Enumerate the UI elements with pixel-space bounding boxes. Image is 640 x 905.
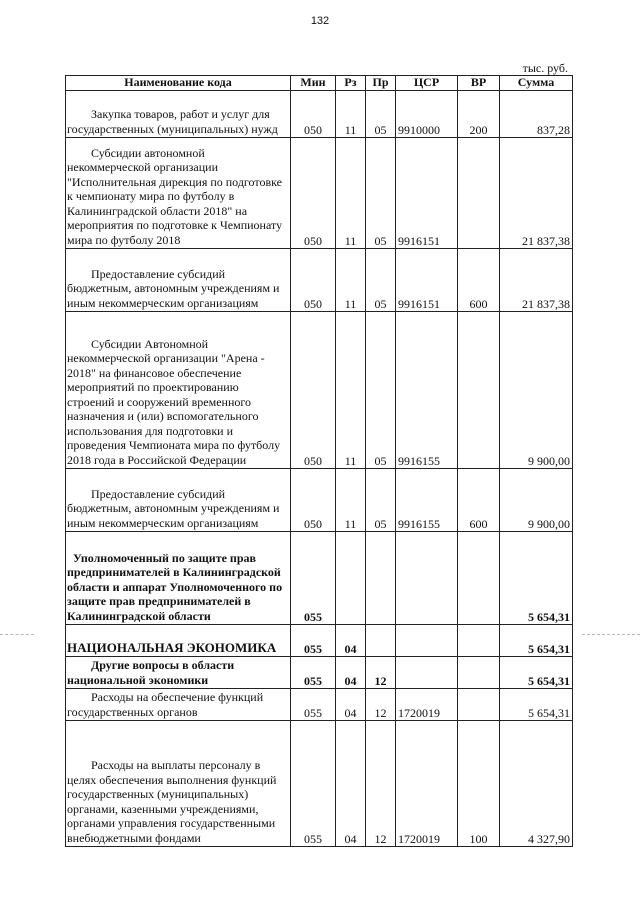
table-row <box>66 625 573 657</box>
page-number: 132 <box>310 15 330 27</box>
row-min: 055 <box>291 721 336 847</box>
row-rz: 11 <box>336 91 366 138</box>
row-vr: 600 <box>458 249 500 312</box>
row-pr: 12 <box>366 657 396 689</box>
header-vr: ВР <box>458 76 500 91</box>
table-row <box>66 532 573 625</box>
row-name-cell <box>66 721 291 847</box>
header-name: Наименование кода <box>66 76 291 91</box>
row-name-cell <box>66 657 291 689</box>
table-row <box>66 312 573 469</box>
row-name: Уполномоченный по защите прав предпринимателей в Калининградской области и аппарат Уполномоченного по защите прав предпринимателей в Калининградской области <box>67 550 283 623</box>
row-pr: 12 <box>366 721 396 847</box>
row-name-cell <box>66 689 291 721</box>
row-sum: 21 837,38 <box>500 138 573 249</box>
row-vr: 600 <box>458 469 500 532</box>
scan-fold-line-right <box>582 634 640 635</box>
row-min: 055 <box>291 689 336 721</box>
row-min: 055 <box>291 625 336 657</box>
row-vr <box>458 625 500 657</box>
scan-fold-line-left <box>0 634 34 635</box>
row-pr <box>366 625 396 657</box>
row-vr <box>458 138 500 249</box>
row-csr <box>396 657 458 689</box>
row-name-cell <box>66 138 291 249</box>
row-rz: 04 <box>336 625 366 657</box>
row-min: 050 <box>291 249 336 312</box>
row-sum: 21 837,38 <box>500 249 573 312</box>
row-pr: 05 <box>366 91 396 138</box>
table-row <box>66 657 573 689</box>
units-label: тыс. руб. <box>522 61 568 75</box>
table-row <box>66 249 573 312</box>
row-rz: 04 <box>336 721 366 847</box>
row-name: Субсидии Автономной некоммерческой организации "Арена - 2018" на финансовое обеспечение мероприятий по проектированию строений и сооружений временного назначения и (или) вспомогательного использования для подготовки и проведения Чемпионата мира по футболу 2018 года в Российской Федерации <box>67 336 281 467</box>
row-name-cell <box>66 91 291 138</box>
row-min: 050 <box>291 312 336 469</box>
row-name-cell <box>66 469 291 532</box>
row-sum: 5 654,31 <box>500 625 573 657</box>
row-sum: 837,28 <box>500 91 573 138</box>
table-row <box>66 91 573 138</box>
row-rz <box>336 532 366 625</box>
row-csr: 9910000 <box>396 91 458 138</box>
row-sum: 9 900,00 <box>500 469 573 532</box>
row-sum: 5 654,31 <box>500 532 573 625</box>
row-name-cell <box>66 625 291 657</box>
row-name-cell <box>66 312 291 469</box>
table-row <box>66 138 573 249</box>
row-min: 055 <box>291 532 336 625</box>
row-name: Закупка товаров, работ и услуг для государственных (муниципальных) нужд <box>67 107 278 136</box>
row-name: Расходы на выплаты персоналу в целях обеспечения выполнения функций государственных (муниципальных) органами, казенными учреждениями, органами управления государственными внебюджетными фондами <box>67 758 277 845</box>
row-rz: 11 <box>336 138 366 249</box>
row-csr: 9916151 <box>396 138 458 249</box>
row-sum: 4 327,90 <box>500 721 573 847</box>
row-name: НАЦИОНАЛЬНАЯ ЭКОНОМИКА <box>67 639 277 655</box>
row-vr <box>458 689 500 721</box>
row-min: 050 <box>291 469 336 532</box>
row-pr <box>366 532 396 625</box>
row-csr: 1720019 <box>396 721 458 847</box>
row-vr: 200 <box>458 91 500 138</box>
row-name: Другие вопросы в области национальной экономики <box>67 658 235 687</box>
row-csr: 9916151 <box>396 249 458 312</box>
row-rz: 11 <box>336 312 366 469</box>
row-csr <box>396 625 458 657</box>
row-name: Предоставление субсидий бюджетным, автономным учреждениям и иным некоммерческим организациям <box>67 486 280 530</box>
row-pr: 05 <box>366 138 396 249</box>
row-vr <box>458 312 500 469</box>
header-rz: Рз <box>336 76 366 91</box>
row-vr <box>458 532 500 625</box>
row-csr: 9916155 <box>396 312 458 469</box>
row-name: Субсидии автономной некоммерческой организации "Исполнительная дирекция по подготовке к чемпионату мира по футболу в Калининградской области 2018" на мероприятия по подготовке к Чемпионату мира по футболу 2018 <box>67 145 283 247</box>
row-name-cell <box>66 249 291 312</box>
row-pr: 12 <box>366 689 396 721</box>
row-csr <box>396 532 458 625</box>
row-sum: 5 654,31 <box>500 689 573 721</box>
header-sum: Сумма <box>500 76 573 91</box>
row-rz: 04 <box>336 689 366 721</box>
budget-table <box>65 75 573 847</box>
row-vr: 100 <box>458 721 500 847</box>
row-pr: 05 <box>366 249 396 312</box>
row-min: 050 <box>291 91 336 138</box>
row-sum: 9 900,00 <box>500 312 573 469</box>
row-rz: 11 <box>336 469 366 532</box>
table-row <box>66 469 573 532</box>
row-name: Расходы на обеспечение функций государственных органов <box>67 690 264 719</box>
row-csr: 9916155 <box>396 469 458 532</box>
row-name-cell <box>66 532 291 625</box>
header-pr: Пр <box>366 76 396 91</box>
row-vr <box>458 657 500 689</box>
table-header-row <box>66 76 573 91</box>
header-csr: ЦСР <box>396 76 458 91</box>
table-row <box>66 721 573 847</box>
row-min: 050 <box>291 138 336 249</box>
row-csr: 1720019 <box>396 689 458 721</box>
row-pr: 05 <box>366 469 396 532</box>
row-name: Предоставление субсидий бюджетным, автономным учреждениям и иным некоммерческим организациям <box>67 266 280 310</box>
header-min: Мин <box>291 76 336 91</box>
row-min: 055 <box>291 657 336 689</box>
row-rz: 04 <box>336 657 366 689</box>
row-pr: 05 <box>366 312 396 469</box>
row-rz: 11 <box>336 249 366 312</box>
table-row <box>66 689 573 721</box>
row-sum: 5 654,31 <box>500 657 573 689</box>
